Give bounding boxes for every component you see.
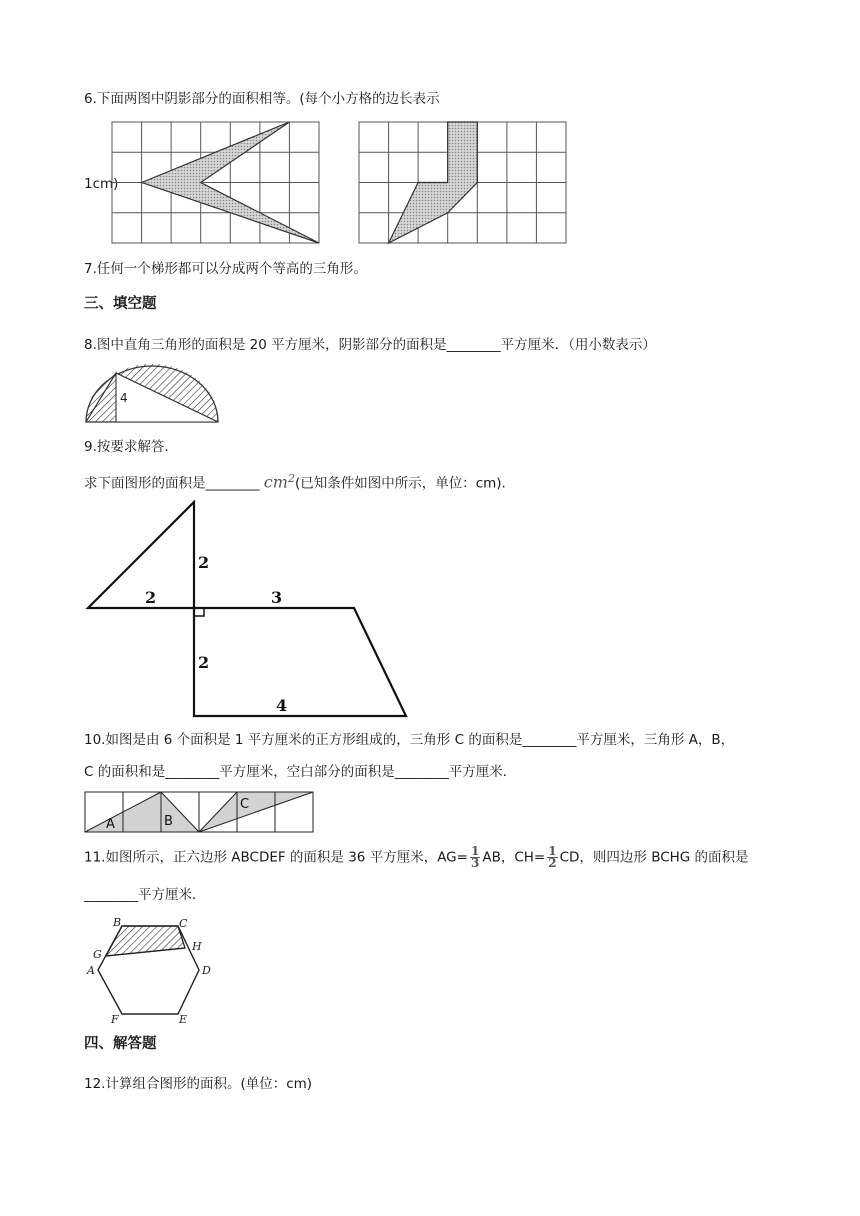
q10-label-a: A [106, 817, 115, 832]
q11-fraction-ag: $\frac{1}{3}$ [470, 844, 480, 870]
q11-post: CD，则四边形 BCHG 的面积是 [559, 849, 749, 866]
q9-triangle [88, 502, 194, 608]
q10-squares-figure [84, 791, 316, 835]
q11-label-h: H [192, 940, 202, 953]
q9-unit: cm [263, 472, 288, 492]
q6-figure-left [111, 121, 321, 246]
q11-label-e: E [179, 1013, 188, 1026]
q6-figure-right [358, 121, 568, 246]
q8-semicircle-figure [84, 362, 220, 424]
q11-mid: AB，CH= [482, 849, 546, 866]
q11-label-g: G [93, 948, 102, 961]
q9-text: 9.按要求解答. [84, 439, 169, 455]
q11-label-c: C [179, 917, 188, 930]
q9-unit-sup: 2 [287, 472, 295, 485]
q9-line2-post: (已知条件如图中所示，单位：cm). [294, 475, 506, 492]
q11-label-d: D [202, 964, 211, 977]
q8-height-label: 4 [120, 391, 128, 405]
q10-label-b: B [164, 814, 173, 829]
q11-label-a: A [87, 964, 95, 977]
q11-pre: 11.如图所示，正六边形 ABCDEF 的面积是 36 平方厘米，AG= [84, 849, 468, 866]
section3-title: 三、填空题 [84, 296, 157, 312]
q9-label-bottom-height: 2 [198, 653, 210, 672]
q12-text: 12.计算组合图形的面积。(单位：cm) [84, 1076, 313, 1092]
q11-line2: ________平方厘米． [84, 887, 206, 903]
q9-label-top-side: 3 [271, 588, 283, 607]
q9-line2 [84, 470, 506, 493]
q11-hexagon-figure [84, 914, 244, 1026]
q10-label-c: C [240, 797, 250, 812]
q9-trapezoid [194, 608, 406, 716]
q7-text: 7.任何一个梯形都可以分成两个等高的三角形。 [84, 261, 367, 277]
q6-text: 6.下面两图中阴影部分的面积相等。(每个小方格的边长表示 [84, 91, 440, 107]
q9-label-top-height: 2 [198, 553, 210, 572]
q9-composite-figure [84, 500, 414, 722]
section4-title: 四、解答题 [84, 1036, 157, 1052]
q6-unit-label: 1cm) [84, 176, 119, 192]
q9-label-left-base: 2 [145, 588, 157, 607]
q8-text: 8.图中直角三角形的面积是 20 平方厘米，阴影部分的面积是________平方厘米．（用小数表示） [84, 337, 656, 353]
q9-line2-pre: 求下面图形的面积是________ [84, 475, 264, 492]
q10-line2: C 的面积和是________平方厘米，空白部分的面积是________平方厘米． [84, 764, 517, 780]
q11-fraction-ch: $\frac{1}{2}$ [548, 844, 557, 870]
q11-line1 [84, 846, 749, 869]
q9-label-bottom-side: 4 [276, 696, 288, 715]
q11-label-b: B [113, 916, 122, 929]
q10-line1: 10.如图是由 6 个面积是 1 平方厘米的正方形组成的，三角形 C 的面积是________平方厘米，三角形 A，B， [84, 732, 735, 748]
q11-label-f: F [111, 1013, 119, 1026]
